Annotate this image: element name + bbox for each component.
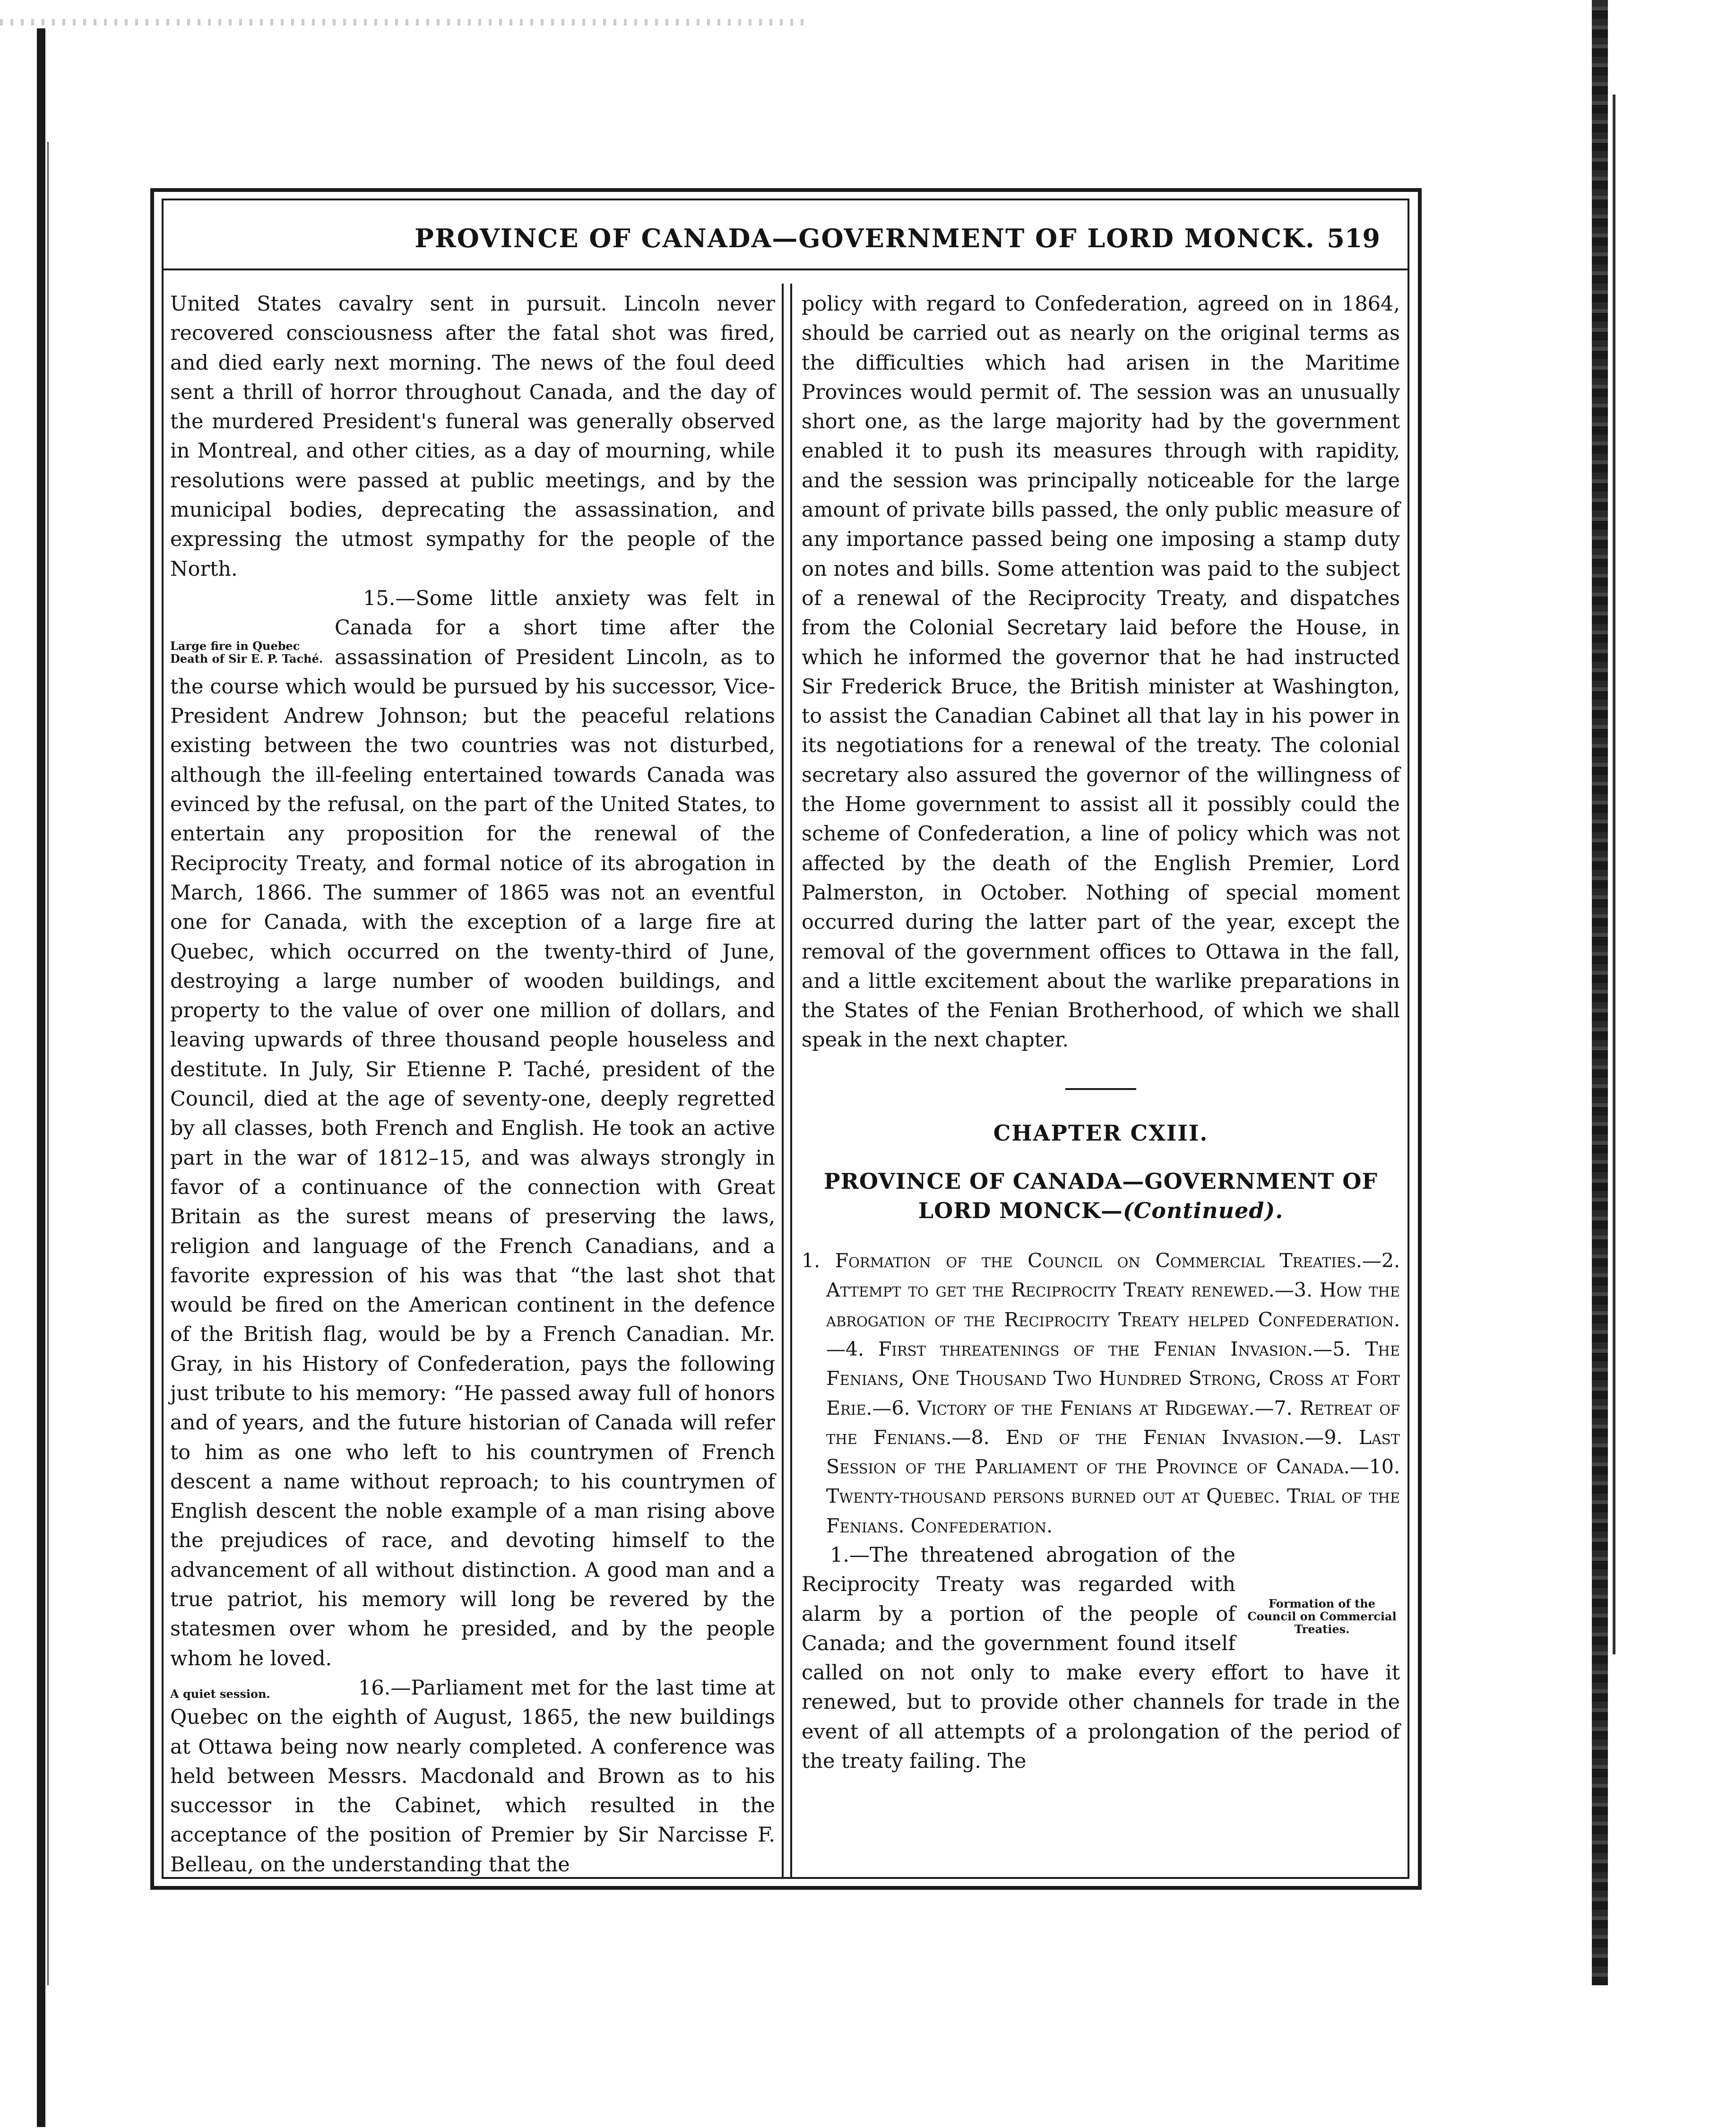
paragraph-reciprocity: 1.—The threatened abrogation of the Reciprocity Treaty was regarded with alarm by a portion of the people of Canada; and the government found itself called on not only to make every effort to have it renewed, but to provide other channels for trade in the event of all attempts of a prolongation of the period of the treaty failing. The xyxy=(802,1543,1400,1773)
chapter-title-main: PROVINCE OF CANADA—GOVERNMENT OF LORD MONCK— xyxy=(824,1168,1378,1224)
chapter-synopsis: 1. Formation of the Council on Commercial Treaties.—2. Attempt to get the Reciprocity Treaty renewed.—3. How the abrogation of the Reciprocity Treaty helped Confederation.—4. First threatenings of the Fenian Invasion.—5. The Fenians, One Thousand Two Hundred Strong, Cross at Fort Erie.—6. Victory of the Fenians at Ridgeway.—7. Retreat of the Fenians.—8. End of the Fenian Invasion.—9. Last Session of the Parliament of the Province of Canada.—10. Twenty-thousand persons burned out at Quebec. Trial of the Fenians. Confederation. xyxy=(802,1249,1400,1537)
paragraph-confederation-policy: policy with regard to Confederation, agreed on in 1864, should be carried out as nearly on the original terms as the difficulties which had arisen in the Maritime Provinces would permit of. The session was an unusually short one, as the large majority had by the government enabled it to push its measures through with rapidity, and the session was principally noticeable for the large amount of private bills passed, the only public measure of any importance passed being one imposing a stamp duty on notes and bills. Some attention was paid to the subject of a renewal of the Reciprocity Treaty, and dispatches from the Colonial Secretary laid before the House, in which he informed the governor that he had instructed Sir Frederick Bruce, the British minister at Washington, to assist the Canadian Cabinet all that lay in his power in its negotiations for a renewal of the treaty. The colonial secretary also assured the governor of the willingness of the Home government to assist all it possibly could the scheme of Confederation, a line of policy which was not affected by the death of the English Premier, Lord Palmerston, in October. Nothing of special moment occurred during the latter part of the year, except the removal of the government offices to Ottawa in the fall, and a little excitement about the warlike preparations in the States of the Fenian Brotherhood, of which we shall speak in the next chapter. xyxy=(802,292,1400,1052)
chapter-title-continued: (Continued). xyxy=(1123,1198,1284,1224)
column-separator-double xyxy=(790,284,792,1879)
paragraph-lincoln: United States cavalry sent in pursuit. Lincoln never recovered consciousness after the fatal shot was fired, and died early next morning. The news of the foul deed sent a thrill of horror throughout Canada, and the day of the murdered President's funeral was generally observed in Montreal, and other cities, as a day of mourning, while resolutions were passed at public meetings, and by the municipal bodies, deprecating the assassination, and expressing the utmost sympathy for the people of the North. xyxy=(170,292,775,581)
page-header xyxy=(170,223,1399,266)
chapter-divider-rule xyxy=(1065,1088,1136,1090)
margin-note-quiet-session: A quiet session. xyxy=(170,1687,270,1701)
book-spine-edge-thin xyxy=(1613,95,1615,1654)
column-separator xyxy=(782,284,784,1879)
scan-edge-left-thin xyxy=(47,142,49,1985)
right-column xyxy=(802,289,1400,1776)
chapter-number: CHAPTER CXIII. xyxy=(993,1120,1209,1146)
header-rule xyxy=(162,268,1409,270)
margin-note-fire-quebec: Large fire in Quebec Death of Sir E. P. Taché. xyxy=(170,639,323,666)
running-head: PROVINCE OF CANADA—GOVERNMENT OF LORD MONCK. xyxy=(415,223,1315,253)
left-column xyxy=(170,289,775,1879)
margin-note-council-treaties: Formation of the Council on Commercial Treaties. xyxy=(1247,1596,1397,1636)
scan-noise-top xyxy=(0,19,803,26)
paragraph-16: 16.—Parliament met for the last time at Quebec on the eighth of August, 1865, the new buildings at Ottawa being now nearly completed. A conference was held between Messrs. Macdonald and Brown as to his successor in the Cabinet, which resulted in the acceptance of the position of Premier by Sir Narcisse F. Belleau, on the understanding that the xyxy=(170,1676,775,1877)
book-spine-edge xyxy=(1592,0,1608,1985)
chapter-title xyxy=(802,1167,1400,1225)
paragraph-15: 15.—Some little anxiety was felt in Canada for a short time after the assassination of President Lincoln, as to the course which would be pursued by his successor, Vice-President Andrew Johnson; but the peaceful relations existing between the two countries was not disturbed, although the ill-feeling entertained towards Canada was evinced by the refusal, on the part of the United States, to entertain any proposition for the renewal of the Reciprocity Treaty, and formal notice of its abrogation in March, 1866. The summer of 1865 was not an eventful one for Canada, with the exception of a large fire at Quebec, which occurred on the twenty-third of June, destroying a large number of wooden buildings, and property to the value of over one million of dollars, and leaving upwards of three thousand people houseless and destitute. In July, Sir Etienne P. Taché, president of the Council, died at the age of seventy-one, deeply regretted by all classes, both French and English. He took an active part in the war of 1812–15, and was always strongly in favor of a continuance of the connection with Great Britain as the surest means of preserving the laws, religion and language of the French Canadians, and a favorite expression of his was that “the last shot that would be fired on the American continent in the defence of the British flag, would be by a French Canadian. Mr. Gray, in his History of Confederation, pays the following just tribute to his memory: “He passed away full of honors and of years, and the future historian of Canada will refer to him as one who left to his countrymen of French descent a name without reproach; to his countrymen of English descent the noble example of a man rising above the prejudices of race, and devoting himself to the advancement of all without distinction. A good man and a true patriot, his memory will long be revered by the statesmen over whom he presided, and by the people whom he loved. xyxy=(170,586,775,1670)
scan-edge-left xyxy=(37,28,45,2127)
page-number: 519 xyxy=(1327,223,1380,253)
